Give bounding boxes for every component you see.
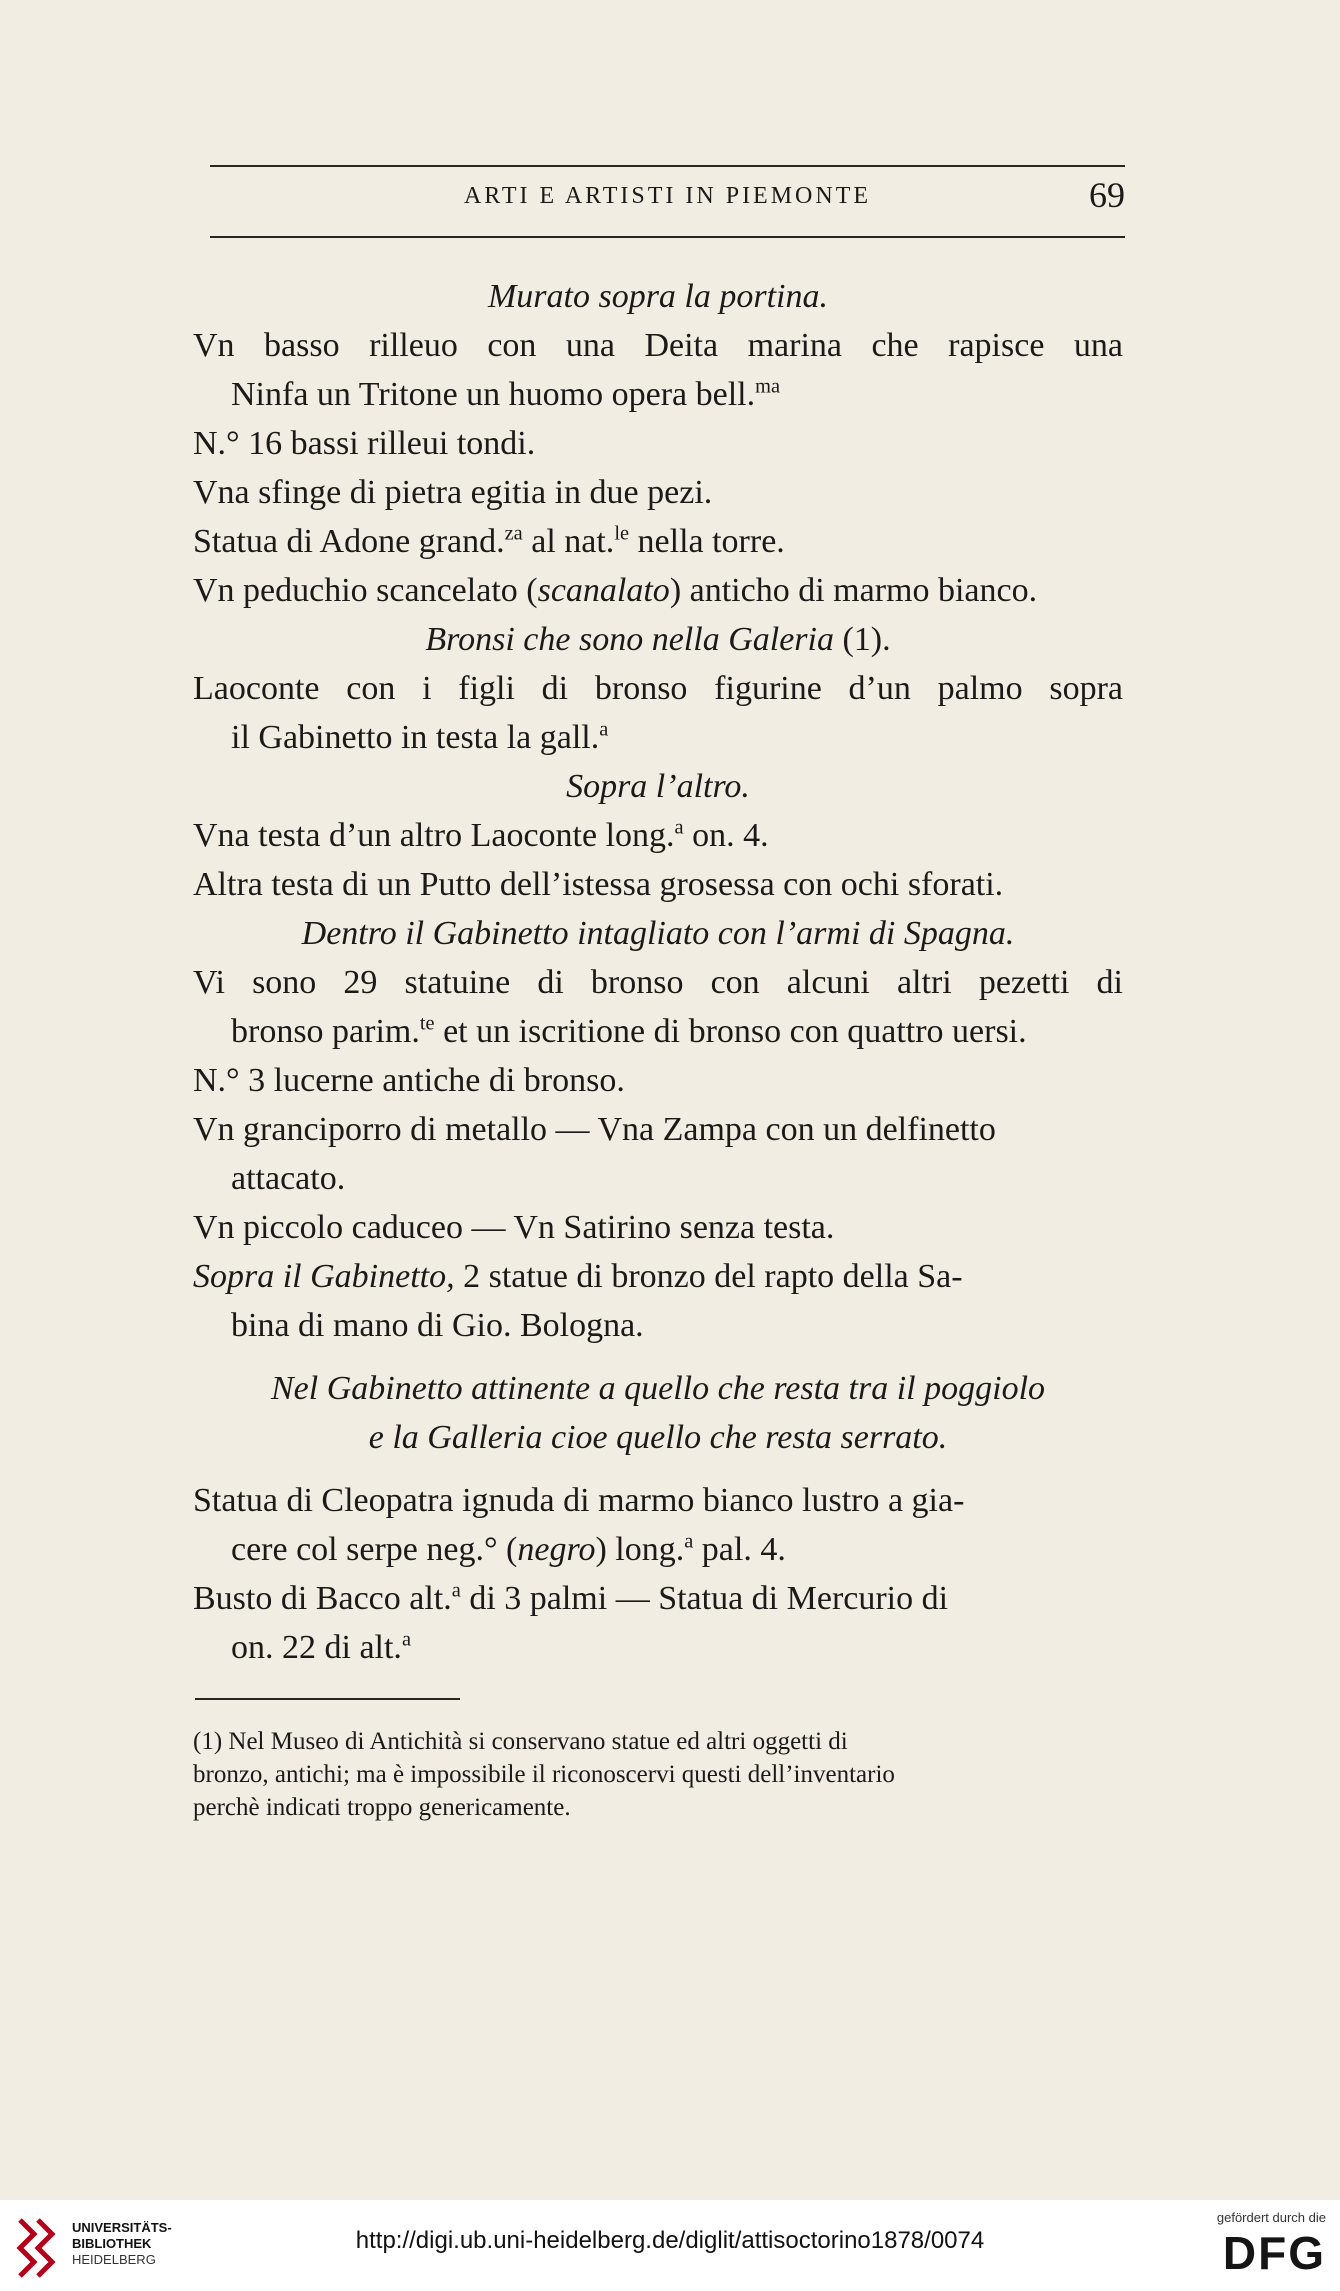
text-line: Vna testa d’un altro Laoconte long.$^a$ on. 4. — [193, 816, 769, 854]
text-line: Busto di Bacco alt.$^a$ di 3 palmi — Statua di Mercurio di — [193, 1579, 949, 1617]
dfg-logo: DFG — [1222, 2227, 1326, 2279]
page-number: 69 — [1089, 175, 1125, 215]
permalink-url[interactable]: http://digi.ub.uni-heidelberg.de/diglit/attisoctorino1878/0074 — [355, 2227, 985, 2254]
spacer — [193, 1462, 1123, 1476]
text-line: Vi sono 29 statuine di bronso con alcuni altri pezetti di — [193, 964, 1123, 1001]
text-line: Ninfa un Tritone un huomo opera bell.$^{ma}$ — [231, 375, 781, 413]
text-line: Statua di Cleopatra ignuda di marmo bianco lustro a gia- — [193, 1482, 965, 1519]
section-heading: Nel Gabinetto attinente a quello che resta tra il poggiolo — [270, 1370, 1046, 1407]
text-line: Vn piccolo caduceo — Vn Satirino senza testa. — [193, 1209, 835, 1246]
text-line: Altra testa di un Putto dell’istessa grosessa con ochi sforati. — [193, 866, 1004, 903]
funder-label: gefördert durch die — [1216, 2210, 1326, 2225]
library-name: UNIVERSITÄTS- BIBLIOTHEK HEIDELBERG — [72, 2220, 172, 2267]
section-heading: e la Galleria cioe quello che resta serrato. — [368, 1419, 948, 1456]
funder-block — [1176, 2210, 1326, 2281]
text-line: Laoconte con i figli di bronso figurine d’un palmo sopra — [193, 670, 1123, 707]
section-heading: Bronsi che sono nella Galeria (1). — [425, 621, 891, 658]
text-line: Vn granciporro di metallo — Vna Zampa con un delfinetto — [193, 1111, 996, 1148]
text-line: N.° 3 lucerne antiche di bronso. — [193, 1062, 625, 1099]
text-line: Vn peduchio scancelato (scanalato) anticho di marmo bianco. — [193, 572, 1038, 609]
text-line: Vn basso rilleuo con una Deita marina che rapisce una — [193, 327, 1123, 364]
viewer-footer — [0, 2200, 1340, 2291]
footnote-rule — [195, 1698, 460, 1700]
main-text — [193, 272, 1123, 1672]
header-rule-top — [210, 165, 1125, 167]
running-head: ARTI E ARTISTI IN PIEMONTE — [463, 183, 872, 209]
footnote-line: bronzo, antichi; ma è impossibile il riconoscervi questi dell’inventario — [193, 1761, 895, 1788]
text-line: attacato. — [231, 1160, 346, 1197]
spacer — [193, 1350, 1123, 1364]
section-heading: Dentro il Gabinetto intagliato con l’armi di Spagna. — [301, 915, 1015, 952]
text-line: bina di mano di Gio. Bologna. — [231, 1307, 644, 1344]
text-line: N.° 16 bassi rilleui tondi. — [193, 425, 536, 462]
text-line: on. 22 di alt.$^a$ — [231, 1628, 411, 1666]
footnote-line: perchè indicati troppo genericamente. — [193, 1794, 571, 1821]
text-line: Vna sfinge di pietra egitia in due pezi. — [193, 474, 713, 511]
section-heading: Sopra l’altro. — [566, 768, 750, 805]
footnote — [193, 1725, 1123, 1824]
text-line: Statua di Adone grand.$^{za}$ al nat.$^{le}$ nella torre. — [193, 522, 785, 560]
section-heading: Murato sopra la portina. — [487, 278, 829, 315]
text-line: Sopra il Gabinetto, 2 statue di bronzo del rapto della Sa- — [193, 1258, 963, 1295]
footnote-line: (1) Nel Museo di Antichità si conservano statue ed altri oggetti di — [193, 1728, 848, 1755]
text-line: il Gabinetto in testa la gall.$^a$ — [231, 718, 609, 756]
header-rule-bottom — [210, 236, 1125, 238]
text-line: bronso parim.$^{te}$ et un iscritione di bronso con quattro uersi. — [231, 1012, 1027, 1050]
text-line: cere col serpe neg.° (negro) long.$^a$ pal. 4. — [231, 1530, 786, 1568]
